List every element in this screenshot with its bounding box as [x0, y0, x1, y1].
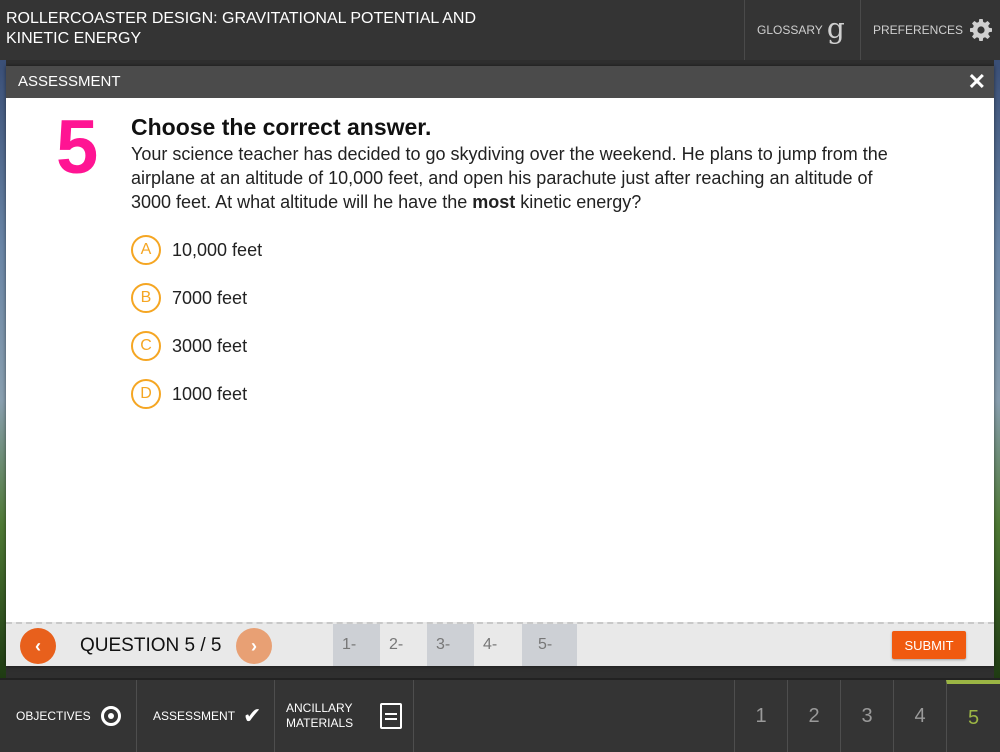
question-tab-5[interactable]: 5-	[522, 624, 577, 666]
chevron-right-icon: ›	[251, 635, 257, 656]
answer-option-b[interactable]	[131, 282, 247, 314]
page-tab-2[interactable]: 2	[787, 680, 840, 752]
bottom-navigation	[0, 678, 1000, 752]
document-icon	[380, 703, 402, 729]
glossary-label: GLOSSARY	[757, 23, 823, 37]
modal-header	[6, 66, 994, 98]
assessment-button[interactable]	[137, 680, 275, 752]
option-letter: A	[131, 235, 161, 265]
question-text	[131, 142, 911, 214]
option-text: 7000 feet	[172, 287, 248, 308]
assessment-modal	[6, 66, 994, 666]
question-number: 5	[56, 105, 99, 190]
page-tab-5[interactable]: 5	[946, 680, 1000, 752]
submit-button[interactable]: SUBMIT	[892, 631, 966, 659]
answer-option-d[interactable]	[131, 378, 247, 410]
assessment-label: ASSESSMENT	[153, 709, 236, 723]
gear-icon	[969, 18, 993, 42]
question-tab-4[interactable]: 4-	[483, 636, 498, 653]
option-letter: C	[131, 331, 161, 361]
page-tab-4[interactable]: 4	[893, 680, 946, 752]
target-icon	[101, 706, 121, 726]
previous-question-button[interactable]	[20, 628, 56, 664]
objectives-button[interactable]	[0, 680, 137, 752]
option-text: 1000 feet	[172, 383, 248, 404]
page-tab-3[interactable]: 3	[840, 680, 893, 752]
option-letter: B	[131, 283, 161, 313]
preferences-button[interactable]	[860, 0, 1000, 60]
objectives-label: OBJECTIVES	[16, 709, 91, 723]
question-text-part1: Your science teacher has decided to go skydiving over the weekend. He plans to jump from the airplane at an altitude of 10,000 feet, and open his parachute just after reaching an altitude of 3000 feet. At what altitude will he have the	[131, 144, 888, 212]
option-text: 10,000 feet	[172, 239, 263, 260]
question-tab-3[interactable]: 3-	[427, 624, 474, 666]
question-text-emphasis: most	[472, 192, 516, 212]
glossary-icon: g	[826, 11, 845, 45]
close-icon[interactable]: ✕	[967, 69, 986, 94]
question-heading: Choose the correct answer.	[131, 114, 432, 140]
option-letter: D	[131, 379, 161, 409]
next-question-button[interactable]	[236, 628, 272, 664]
app-title: ROLLERCOASTER DESIGN: GRAVITATIONAL POTENTIAL AND KINETIC ENERGY	[6, 10, 477, 47]
preferences-label: PREFERENCES	[873, 23, 964, 37]
chevron-left-icon: ‹	[35, 635, 41, 656]
question-tab-1[interactable]: 1-	[333, 624, 380, 666]
ancillary-materials-label: ANCILLARY MATERIALS	[286, 701, 354, 730]
question-counter: QUESTION 5 / 5	[80, 635, 222, 656]
question-text-part2: kinetic energy?	[515, 192, 642, 212]
modal-title: ASSESSMENT	[18, 73, 121, 90]
glossary-button[interactable]	[744, 0, 856, 60]
background-scene-right	[994, 60, 1000, 680]
answer-option-c[interactable]	[131, 330, 247, 362]
top-header	[0, 0, 1000, 60]
page-tab-1[interactable]: 1	[734, 680, 787, 752]
checkmark-icon: ✔	[243, 703, 262, 728]
ancillary-materials-button[interactable]	[275, 680, 414, 752]
option-text: 3000 feet	[172, 335, 248, 356]
question-tab-2[interactable]: 2-	[389, 636, 404, 653]
answer-option-a[interactable]	[131, 234, 262, 266]
question-navigation	[6, 622, 994, 666]
